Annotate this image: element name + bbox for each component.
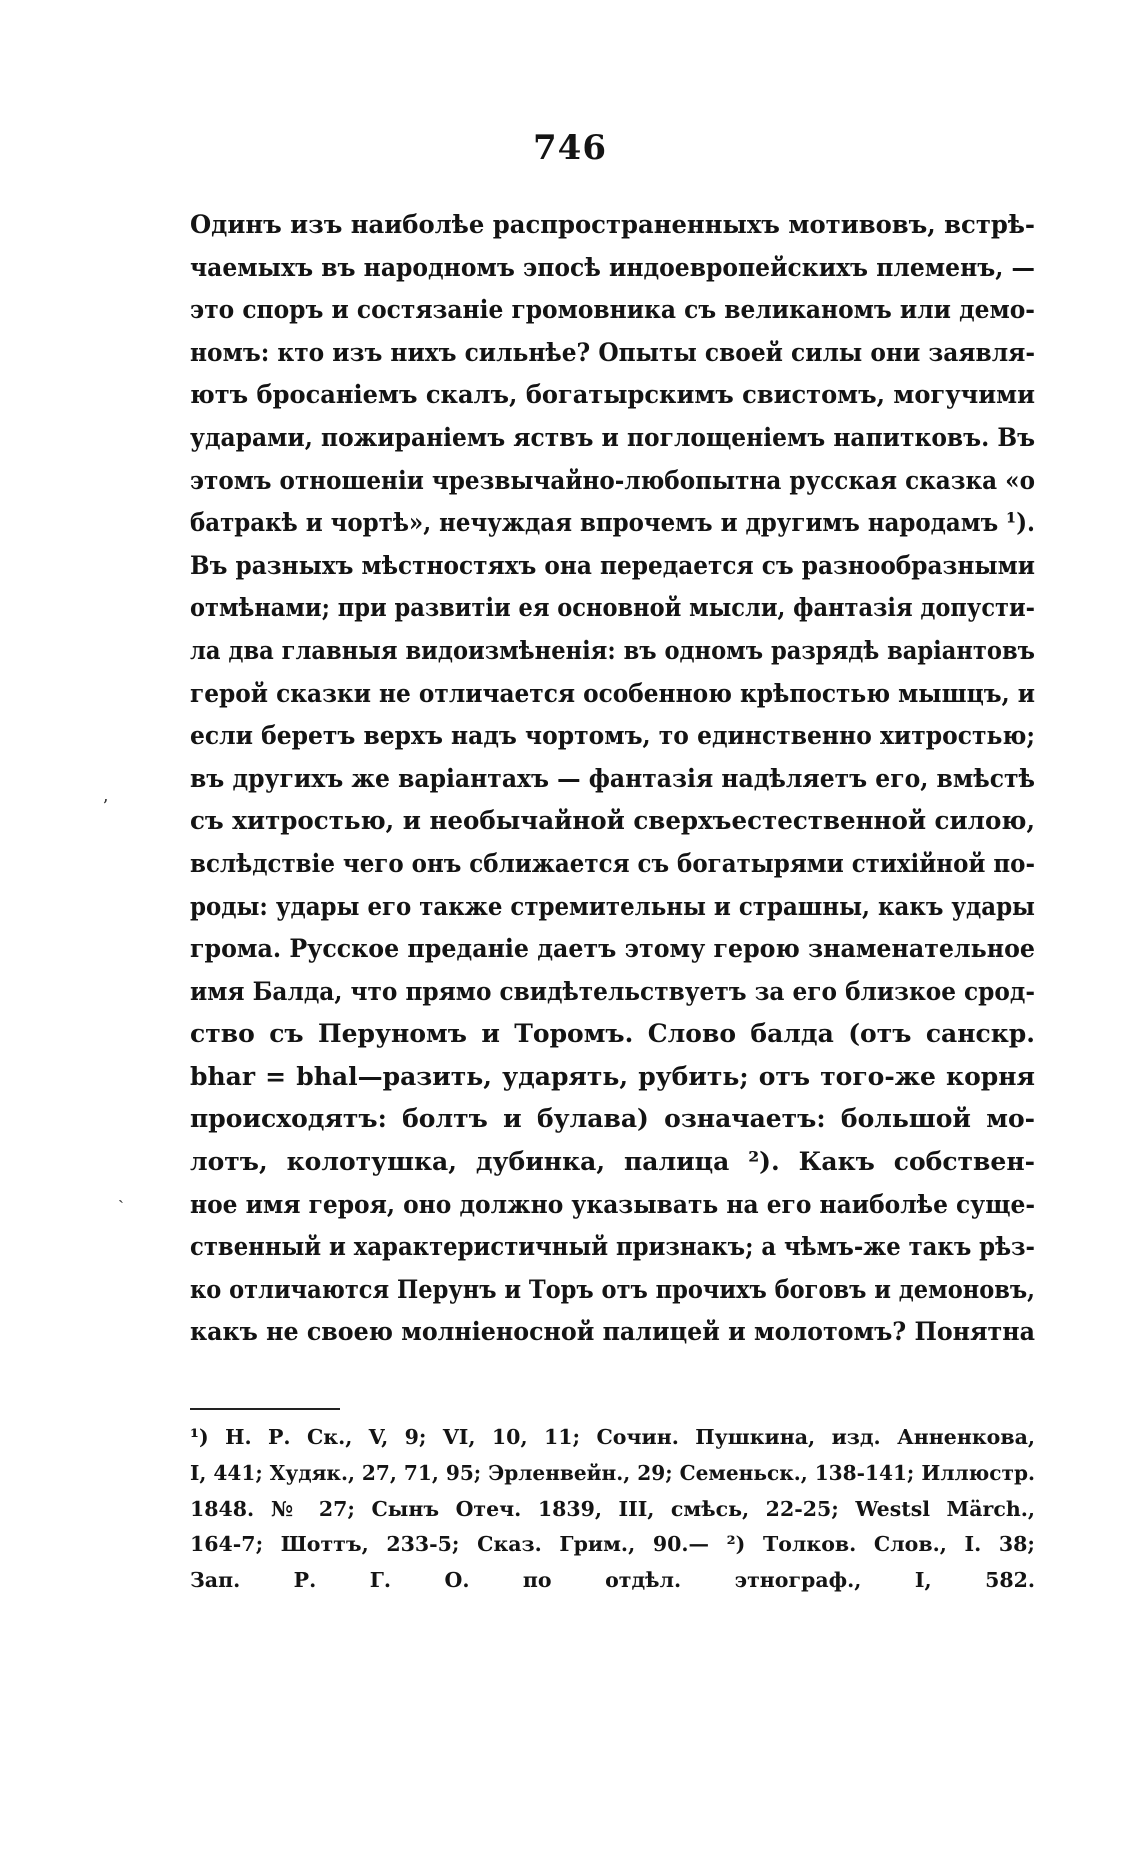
margin-mark: ˎ — [118, 1183, 124, 1204]
text-line: роды: удары его также стремительны и страшны, какъ удары — [190, 891, 1035, 921]
text-line: ла два главныя видоизмѣненія: въ одномъ разрядѣ варіантовъ — [190, 635, 1035, 665]
text-line: если беретъ верхъ надъ чортомъ, то единственно хитростью; — [190, 721, 1035, 751]
text-line: въ другихъ же варіантахъ — фантазія надѣляетъ его, вмѣстѣ — [190, 763, 1035, 793]
text-line: ство съ Перуномъ и Торомъ. Слово балда (отъ санскр. — [190, 1019, 1035, 1049]
text-line: батракѣ и чортѣ», нечуждая впрочемъ и другимъ народамъ ¹). — [190, 508, 1035, 538]
text-line: это споръ и состязаніе громовника съ великаномъ или демо- — [190, 295, 1035, 325]
text-line: герой сказки не отличается особенною крѣпостью мышцъ, и — [190, 678, 1035, 708]
text-line: ютъ бросаніемъ скалъ, богатырскимъ свистомъ, могучими — [190, 380, 1035, 410]
text-line: происходятъ: болтъ и булава) означаетъ: большой мо- — [190, 1104, 1035, 1134]
text-line: съ хитростью, и необычайной сверхъестественной силою, — [190, 806, 1035, 836]
text-line: bhar = bhal—разить, ударять, рубить; отъ того-же корня — [190, 1061, 1035, 1091]
footnote-line: 164-7; Шоттъ, 233-5; Сказ. Грим., 90.— ²) Толков. Слов., I. 38; — [190, 1532, 1035, 1557]
body-text — [190, 204, 1035, 1354]
footnote-line: Зап. Р. Г. О. по отдѣл. этнограф., I, 582. — [190, 1568, 1035, 1593]
margin-mark: ʼ — [102, 796, 108, 817]
footnote-line: I, 441; Худяк., 27, 71, 95; Эрленвейн., 29; Семеньск., 138-141; Иллюстр. — [190, 1460, 1035, 1485]
text-line: ственный и характеристичный признакъ; а чѣмъ-же такъ рѣз- — [190, 1232, 1035, 1262]
text-line: вслѣдствіе чего онъ сближается съ богатырями стихійной по- — [190, 848, 1035, 878]
text-line: этомъ отношеніи чрезвычайно-любопытна русская сказка «о — [190, 465, 1035, 495]
footnote-line: ¹) Н. Р. Ск., V, 9; VI, 10, 11; Сочин. Пушкина, изд. Анненкова, — [190, 1425, 1035, 1449]
footnote-divider — [190, 1408, 340, 1410]
text-line: номъ: кто изъ нихъ сильнѣе? Опыты своей силы они заявля- — [190, 337, 1035, 367]
text-line: имя Балда, что прямо свидѣтельствуетъ за его близкое срод- — [190, 976, 1035, 1006]
footnotes — [190, 1420, 1035, 1599]
text-line: лотъ, колотушка, дубинка, палица ²). Какъ собствен- — [190, 1147, 1035, 1177]
page-number: 746 — [533, 128, 607, 168]
text-line: ко отличаются Перунъ и Торъ отъ прочихъ боговъ и демоновъ, — [190, 1274, 1035, 1304]
footnote-line: 1848. № 27; Сынъ Отеч. 1839, III, смѣсь, 22-25; Westsl Märch., — [190, 1496, 1035, 1521]
text-line: отмѣнами; при развитіи ея основной мысли, фантазія допусти- — [190, 593, 1035, 623]
text-line: Одинъ изъ наиболѣе распространенныхъ мотивовъ, встрѣ- — [190, 210, 1035, 239]
text-line: ударами, пожираніемъ яствъ и поглощеніемъ напитковъ. Въ — [190, 422, 1035, 452]
text-line: Въ разныхъ мѣстностяхъ она передается съ разнообразными — [190, 550, 1035, 580]
text-line: ное имя героя, оно должно указывать на его наиболѣе суще- — [190, 1189, 1035, 1219]
text-line: чаемыхъ въ народномъ эпосѣ индоевропейскихъ племенъ, — — [190, 252, 1035, 282]
text-line: какъ не своею молніеносной палицей и молотомъ? Понятна — [190, 1317, 1035, 1347]
text-line: грома. Русское преданіе даетъ этому герою знаменательное — [190, 934, 1035, 964]
